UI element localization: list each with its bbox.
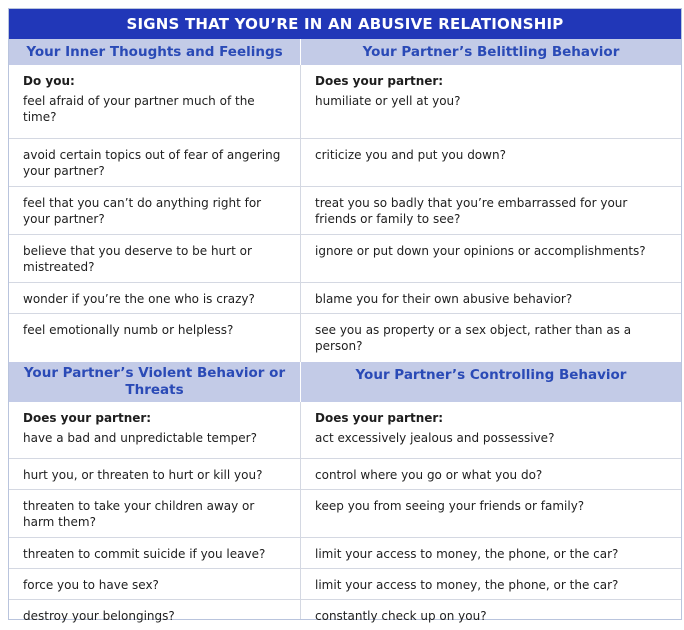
list-item: keep you from seeing your friends or family? [301, 490, 681, 538]
list-item: ignore or put down your opinions or accomplishments? [301, 235, 681, 283]
list-item: feel emotionally numb or helpless? [23, 323, 234, 337]
list-item: believe that you deserve to be hurt or mistreated? [9, 235, 300, 283]
intro-label: Do you: [23, 74, 75, 88]
list-item: avoid certain topics out of fear of angering your partner? [9, 139, 300, 187]
section-heading-belittling: Your Partner’s Belittling Behavior [301, 39, 681, 65]
list-item: criticize you and put you down? [301, 139, 681, 187]
list-item: feel afraid of your partner much of the time? [9, 91, 300, 139]
list-item: act excessively jealous and possessive? [301, 428, 681, 459]
column-divider [300, 65, 301, 362]
list-item: threaten to take your children away or harm them? [9, 490, 300, 538]
section-heading-controlling: Your Partner’s Controlling Behavior [301, 362, 681, 402]
intro-label: Does your partner: [315, 74, 444, 88]
abuse-signs-table [8, 8, 682, 623]
list-item: destroy your belongings? [23, 609, 175, 623]
list-item: humiliate or yell at you? [301, 91, 681, 139]
intro-label: Does your partner: [23, 411, 152, 425]
list-item: have a bad and unpredictable temper? [9, 428, 300, 459]
list-item: force you to have sex? [9, 569, 300, 600]
table-title: SIGNS THAT YOU’RE IN AN ABUSIVE RELATIONSHIP [9, 9, 681, 39]
list-item: see you as property or a sex object, rather than as a person? [315, 323, 632, 353]
list-item: blame you for their own abusive behavior? [301, 283, 681, 314]
intro-label: Does your partner: [315, 411, 444, 425]
column-divider [300, 402, 301, 619]
list-item: threaten to commit suicide if you leave? [9, 538, 300, 569]
list-item: limit your access to money, the phone, or the car? [301, 569, 681, 600]
list-item: control where you go or what you do? [301, 459, 681, 490]
list-item: wonder if you’re the one who is crazy? [9, 283, 300, 314]
list-item: hurt you, or threaten to hurt or kill you? [9, 459, 300, 490]
list-item: treat you so badly that you’re embarrassed for your friends or family to see? [301, 187, 681, 235]
section-heading-inner-thoughts: Your Inner Thoughts and Feelings [9, 39, 300, 65]
section-heading-violent: Your Partner’s Violent Behavior or Threats [9, 362, 300, 402]
list-item: feel that you can’t do anything right for your partner? [9, 187, 300, 235]
list-item: limit your access to money, the phone, or the car? [301, 538, 681, 569]
list-item: constantly check up on you? [315, 609, 487, 623]
